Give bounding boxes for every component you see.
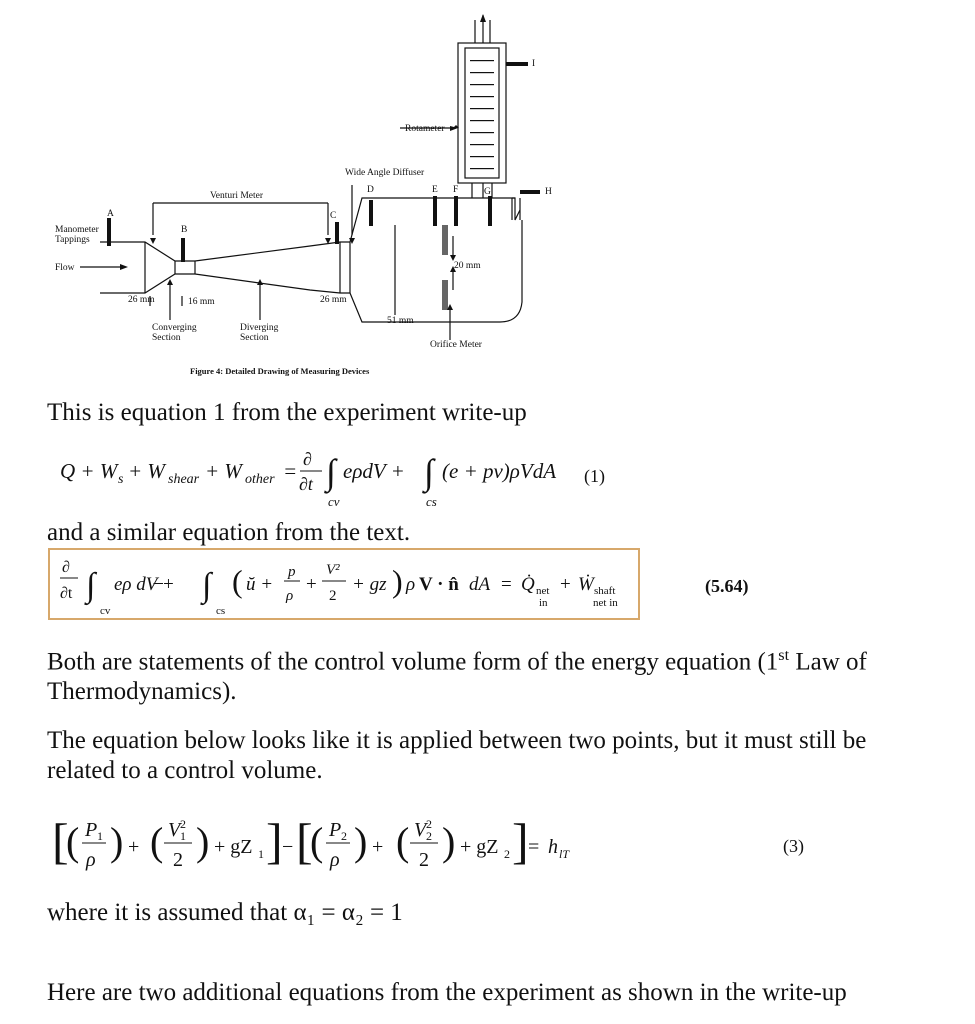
svg-text:∫: ∫ xyxy=(424,452,434,492)
svg-text:lT: lT xyxy=(559,847,570,861)
label-rotameter: Rotameter xyxy=(405,124,445,134)
paragraph-energy-statement xyxy=(47,640,927,707)
svg-text:s: s xyxy=(118,472,124,487)
svg-text:∂t: ∂t xyxy=(60,585,73,602)
svg-text:+ W: + W xyxy=(128,459,165,483)
svg-text:ŭ +: ŭ + xyxy=(246,574,274,595)
svg-text:2: 2 xyxy=(180,817,186,831)
svg-text:=: = xyxy=(501,574,512,595)
svg-text:): ) xyxy=(110,819,124,864)
label-flow: Flow xyxy=(55,263,75,273)
svg-text:): ) xyxy=(392,563,403,599)
paragraph-alpha-assumption xyxy=(47,898,403,928)
svg-text:+: + xyxy=(128,836,140,858)
tap-C: C xyxy=(330,211,337,221)
svg-text:[: [ xyxy=(52,813,69,869)
svg-text:∂: ∂ xyxy=(303,449,312,469)
label-manometer-1: Manometer xyxy=(55,225,99,235)
svg-text:P: P xyxy=(329,819,342,841)
dim-51mm: 51 mm xyxy=(387,316,414,326)
eq564-number: (5.64) xyxy=(705,576,749,596)
svg-text:∫: ∫ xyxy=(202,567,212,604)
tap-A: A xyxy=(107,209,114,219)
svg-text:2: 2 xyxy=(329,588,337,604)
p3-part2: Law of Thermodynamics). xyxy=(47,648,867,706)
svg-text:2: 2 xyxy=(173,849,183,871)
label-converging-1: Converging xyxy=(152,323,197,333)
svg-text:ρ: ρ xyxy=(330,849,340,871)
dim-16mm: 16 mm xyxy=(188,297,215,307)
label-wide-angle-diffuser: Wide Angle Diffuser xyxy=(345,168,425,178)
equation-5-64 xyxy=(56,550,640,620)
paragraph-additional-equations: Here are two additional equations from the experiment as shown in the write-up xyxy=(47,979,847,1006)
equation-1 xyxy=(60,438,640,508)
svg-text:Ẇ: Ẇ xyxy=(578,574,594,595)
svg-text:=: = xyxy=(528,836,540,858)
svg-text:V: V xyxy=(168,819,181,841)
svg-text:∂: ∂ xyxy=(62,559,70,576)
dim-26mm-b: 26 mm xyxy=(320,295,347,305)
svg-text:(: ( xyxy=(310,819,324,864)
tap-I: I xyxy=(532,59,536,69)
svg-text:net: net xyxy=(536,585,550,597)
paragraph-eq1-intro: This is equation 1 from the experiment write-up xyxy=(47,399,527,426)
paragraph-eq564-intro: and a similar equation from the text. xyxy=(47,519,411,546)
tap-F: F xyxy=(453,185,459,195)
svg-text:): ) xyxy=(442,819,456,864)
svg-text:in: in xyxy=(539,597,548,609)
svg-text:1: 1 xyxy=(180,829,186,843)
paragraph-two-points: The equation below looks like it is applied between two points, but it must still be related to a control volume. xyxy=(47,727,867,784)
svg-text:1: 1 xyxy=(97,829,103,843)
svg-text:(e + pv)ρVdA: (e + pv)ρVdA xyxy=(442,459,557,483)
svg-text:ρ: ρ xyxy=(406,574,416,595)
label-orifice-meter: Orifice Meter xyxy=(430,340,482,350)
svg-text:cs: cs xyxy=(426,494,437,508)
svg-text:): ) xyxy=(354,819,368,864)
svg-text:[: [ xyxy=(296,813,313,869)
dim-20mm: 20 mm xyxy=(454,261,481,271)
eq3-number: (3) xyxy=(783,836,804,856)
svg-text:+ gZ: + gZ xyxy=(214,836,253,858)
svg-text:V²: V² xyxy=(326,562,340,578)
svg-text:dA: dA xyxy=(469,574,491,595)
svg-text:−: − xyxy=(282,836,294,858)
measuring-devices-figure xyxy=(40,10,600,380)
label-converging-2: Section xyxy=(152,333,181,343)
svg-text:(: ( xyxy=(150,819,164,864)
p5-expression: α₁ = α₂ = 1 xyxy=(293,899,403,926)
svg-text:+ gz: + gz xyxy=(352,574,387,595)
svg-text:∫: ∫ xyxy=(86,567,96,604)
tap-G: G xyxy=(484,187,491,197)
svg-text:2: 2 xyxy=(426,829,432,843)
svg-text:2: 2 xyxy=(419,849,429,871)
label-venturi: Venturi Meter xyxy=(210,191,264,201)
equation-3 xyxy=(52,808,592,888)
svg-text:P: P xyxy=(85,819,98,841)
svg-text:): ) xyxy=(196,819,210,864)
tap-H: H xyxy=(545,187,552,197)
label-diverging-2: Section xyxy=(240,333,269,343)
svg-text:shear: shear xyxy=(168,472,200,487)
svg-text:V · n̂: V · n̂ xyxy=(419,574,459,595)
svg-text:Q + W: Q + W xyxy=(60,459,118,483)
svg-text:p: p xyxy=(288,564,296,580)
svg-text:other: other xyxy=(245,472,275,487)
p3-sup: st xyxy=(778,646,790,664)
eq1-number: (1) xyxy=(584,466,605,486)
svg-text:+: + xyxy=(306,574,317,595)
label-diverging-1: Diverging xyxy=(240,323,279,333)
svg-text:2: 2 xyxy=(426,817,432,831)
svg-text:1: 1 xyxy=(258,847,264,861)
svg-text:eρ dV̶ +: eρ dV̶ + xyxy=(114,574,175,595)
svg-text:net in: net in xyxy=(593,597,618,609)
svg-text:+ W: + W xyxy=(205,459,242,483)
svg-text:∂t: ∂t xyxy=(299,474,313,494)
svg-text:]: ] xyxy=(512,813,529,869)
svg-text:(: ( xyxy=(396,819,410,864)
svg-text:=: = xyxy=(283,459,298,483)
p3-part1: Both are statements of the control volume form of the energy equation (1 xyxy=(47,648,779,676)
svg-text:h: h xyxy=(548,836,558,858)
p5-prefix: where it is assumed that xyxy=(47,899,294,926)
tap-E: E xyxy=(432,185,438,195)
svg-text:cv: cv xyxy=(328,494,340,508)
svg-text:shaft: shaft xyxy=(594,585,616,597)
tap-D: D xyxy=(367,185,374,195)
dim-26mm-a: 26 mm xyxy=(128,295,155,305)
svg-text:+: + xyxy=(560,574,571,595)
svg-text:2: 2 xyxy=(341,829,347,843)
svg-text:+ gZ: + gZ xyxy=(460,836,499,858)
svg-text:(: ( xyxy=(232,563,243,599)
svg-text:∫: ∫ xyxy=(326,452,336,492)
label-manometer-2: Tappings xyxy=(55,235,90,245)
figure-caption: Figure 4: Detailed Drawing of Measuring Devices xyxy=(190,366,370,376)
svg-text:2: 2 xyxy=(504,847,510,861)
svg-text:Q̇: Q̇ xyxy=(521,574,535,595)
svg-text:V: V xyxy=(414,819,427,841)
svg-text:ρ: ρ xyxy=(286,588,294,604)
svg-text:ρ: ρ xyxy=(86,849,96,871)
tap-B: B xyxy=(181,225,188,235)
svg-text:+: + xyxy=(372,836,384,858)
svg-text:eρdV +: eρdV + xyxy=(343,459,405,483)
svg-text:(: ( xyxy=(66,819,80,864)
svg-text:cv: cv xyxy=(100,605,111,617)
svg-text:]: ] xyxy=(266,813,283,869)
svg-text:cs: cs xyxy=(216,605,226,617)
